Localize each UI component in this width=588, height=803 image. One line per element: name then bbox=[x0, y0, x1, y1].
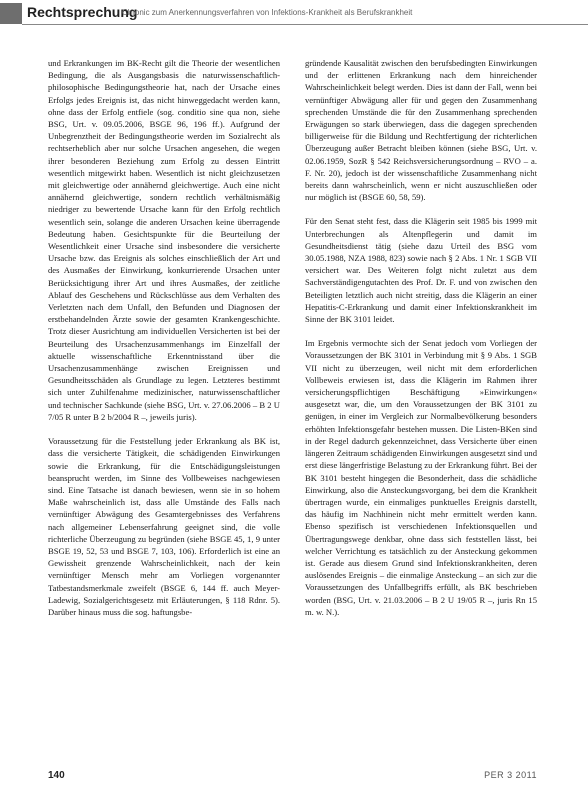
section-subtitle: Chroniс zum Anerkennungsverfahren von Infektions-Krankheit als Berufskrankheit bbox=[122, 8, 413, 17]
section-title: Rechtsprechung bbox=[27, 4, 138, 20]
left-paragraph-2: Voraussetzung für die Feststellung jeder Erkrankung als BK ist, dass die versicherte Tätigkeit, die schädigenden Einwirkungen sowie die Erkrankung, für die Entschädigungsleistungen beansprucht werden, im Sinne des Vollbeweises nachgewiesen sind. Eine Tatsache ist danach bewiesen, wenn sie in so hohem Maße wahrscheinlich ist, dass alle Umstände des Falls nach vernünftiger Abwägung des Gesamtergebnisses des Verfahrens nach allgemeiner Lebenserfahrung geeignet sind, die volle richterliche Überzeugung zu begründen (siehe BSGE 45, 1, 9 unter BSGE 19, 52, 53 und BSGE 7, 103, 106). Erforderlich ist eine an Gewissheit grenzende Wahrscheinlichkeit, nach der kein vernünftiger Mensch mehr am Vorliegen vorgenannter Tatbestandsmerkmale zweifelt (BSGE 6, 144 ff. auch Meyer-Ladewig, Sozialgerichtsgesetz mit Erläuterungen, § 118 Rdnr. 5). Darüber hinaus muss die sog. haftungsbe- bbox=[48, 436, 280, 617]
left-paragraph-1: und Erkrankungen im BK-Recht gilt die Theorie der wesentlichen Bedingung, die als Ausgangsbasis die naturwissenschaftlich-philosophische Bedingungstheorie hat, nach der Ursache eines Erfolgs jedes Ereignis ist, das nicht hinweggedacht werden kann, ohne dass der Erfolg entfiele (sog. conditio sine qua non, siehe BSG, Urt. v. 09.05.2006, BSGE 96, 196 ff.). Aufgrund der Unbegrenztheit der Bedingungstheorie werden im Sozialrecht als rechtserheblich aber nur solche Ursachen angesehen, die wegen ihrer besonderen Beziehung zum Erfolg zu dessen Eintritt wesentlich mitgewirkt haben. Wesentlich ist nicht gleichzusetzen mit gleichwertige oder annähernd gleichwertige. Auch eine nicht annähernd gleichwertige, sondern rechtlich verhältnismäßig niedriger zu bewertende Ursache kann für den Erfolg rechtlich wesentlich sein, solange die anderen Ursachen keine überragende Bedeutung haben. Gesichtspunkte für die Beurteilung der Wesentlichkeit einer Ursache sind insbesondere die versicherte Ursache bzw. das Ereignis als solches einschließlich der Art und des Ausmaßes der Einwirkung, konkurrierende Ursachen unter Berücksichtigung ihrer Art und ihres Ausmaßes, der zeitliche Ablauf des Geschehens und Rückschlüsse aus dem Verhalten des Verletzten nach dem Unfall, den Befunden und Diagnosen der erstbehandelnden Ärzte sowie der gesamten Krankengeschichte. Trotz dieser Ausrichtung am individuellen Versicherten ist bei der Beurteilung des Ursachenzusammenhangs im Einzelfall der aktuelle wissenschaftliche Erkenntnisstand über die Ursachenzusammenhänge zwischen Ereignissen und Gesundheitsschäden als Grundlage zu legen. Letzteres bestimmt sich unter Zuhilfenahme medizinischer, naturwissenschaftlicher und technischer Sachkunde (siehe BSG, Urt. v. 27.06.2006 – B 2 U 7/05 R unter B 2 b/2004 R –, jeweils juris). bbox=[48, 58, 280, 422]
right-column bbox=[305, 57, 537, 769]
header-rule bbox=[22, 24, 588, 25]
right-paragraph-3: Im Ergebnis vermochte sich der Senat jedoch vom Vorliegen der Voraussetzungen der BK 3101 in Verbindung mit § 9 Abs. 1 SGB VII nicht zu überzeugen, weil nicht mit dem erforderlichen Vollbeweis erwiesen ist, dass die Klägerin im Rahmen ihrer versicherungspflichtigen Beschäftigung »Einwirkungen« ausgesetzt war, die, um den Voraussetzungen der BK 3101 zu genügen, in einer im Vergleich zur Normalbevölkerung besonders erhöhten Infektionsgefahr bestehen mussen. Die Listen-BKen sind in der Regel dadurch gekennzeichnet, dass Versicherte über einen längeren Zeitraum schädigenden Einwirkungen ausgesetzt sind und erst diese längerfristige Belastung zu der Erkrankung führt. Bei der BK 3101 besteht hingegen die Besonderheit, dass die schädliche Einwirkung, also die Ansteckungsvorgang, bei dem die Krankheit übertragen wurde, ein einmaliges punktuelles Ereignis darstellt, das häufig im Nachhinein nicht mehr ermittelt werden kann. Ebenso spezifisch ist verschiedenen Infektionsquellen und Übertragungswege denkbar, ohne dass sich feststellen lässt, bei welcher Verrichtung es tatsächlich zu der Ansteckung gekommen ist. Gerade aus diesem Grund sind Infektionskrankheiten, deren auslösendes Ereignis – die einmalige Ansteckung – an sich zur die Voraussetzungen des Unfallbegriffs erfüllt, als BK beschrieben worden (BSG, Urt. v. 21.03.2006 – B 2 U 19/05 R –, juris Rn 15 m. w. N.). bbox=[305, 338, 537, 617]
page-number: 140 bbox=[48, 770, 65, 781]
journal-issue: PER 3 2011 bbox=[484, 770, 537, 780]
section-marker-bar bbox=[0, 3, 22, 24]
left-column bbox=[48, 57, 280, 769]
right-paragraph-2: Für den Senat steht fest, dass die Klägerin seit 1985 bis 1999 mit Unterbrechungen als Altenpflegerin und damit im Gesundheitsdienst tätig (siehe dazu Urteil des BSG vom 30.05.1988, NZA 1988, 823) sowie nach § 2 Abs. 1 Nr. 1 SGB VII versichert war. Des Weiteren folgt nicht zuletzt aus dem Sachverständigengutachten des Prof. Dr. F. und von zwischen den Beteiligten letztlich auch nicht streitig, dass die Klägerin an einer Hepatitis-C-Erkrankung und damit einer Infektionskrankheit im Sinne der BK 3101 leidet. bbox=[305, 216, 537, 325]
page-footer bbox=[0, 763, 588, 803]
right-paragraph-1: gründende Kausalität zwischen den berufsbedingten Einwirkungen und der erlittenen Erkrankung nach dem hinreichender Wahrscheinlichkeit belegt werden. Dies ist dann der Fall, wenn bei vernünftiger Abwägung aller für und gegen den Zusammenhang sprechenden Umstände die für den Zusammenhang sprechenden Erwägungen so stark überwiegen, dass die dagegen sprechenden billigerweise für die Bildung und Rechtfertigung der richterlichen Überzeugung außer Betracht bleiben können (siehe BSG, Urt. v. 02.06.1959, SozR § 542 Reichsversicherungsordnung – RVO – a. F. Nr. 20), jedoch ist der wissenschaftliche Zusammenhang nicht bereits dann wahrscheinlich, wenn er nicht auszuschließen oder nur möglich ist (BSGE 60, 58, 59). bbox=[305, 58, 537, 203]
page-header bbox=[0, 0, 588, 26]
